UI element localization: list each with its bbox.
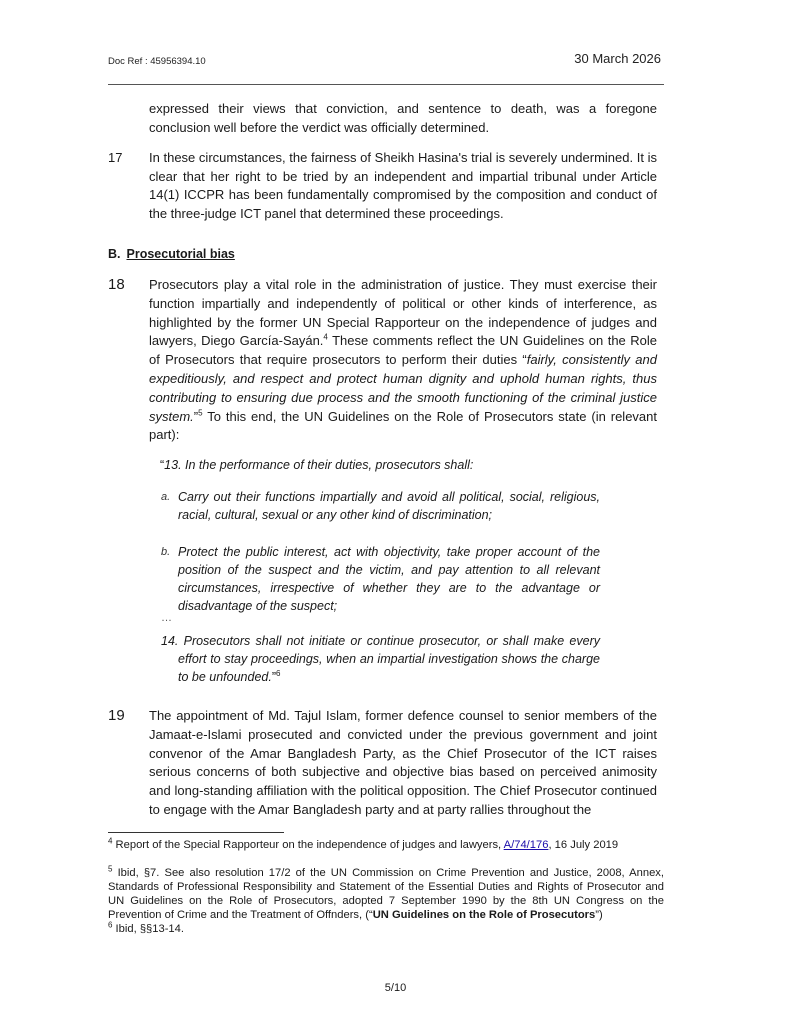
paragraph-17: In these circumstances, the fairness of Sheikh Hasina's trial is severely undermined. It is clear that her right to be tried by an independent and impartial tribunal under Article 14(1) ICCPR has been fundamentally compromised by the composition and conduct of the three-judge ICT panel that determined these proceedings. [149, 150, 657, 221]
footnote-4: $^4$ Report of the Special Rapporteur on the independence of judges and lawyers, A/74/176, 16 July 2019 [108, 836, 619, 851]
doc-reference: Doc Ref : 45956394.10 [108, 56, 206, 67]
footnote-ref-4[interactable]: 4 [323, 333, 328, 343]
paragraph-number-18: 18 [108, 276, 125, 293]
quote-item-14: 14. Prosecutors shall not initiate or continue prosecutor, or shall make every effort to stay proceedings, when an impartial investigation shows the charge to be unfounded.”$^6$ [161, 634, 600, 684]
paragraph-18: Prosecutors play a vital role in the administration of justice. They must exercise their function impartially and independently of political or other kinds of interference, as highlighted by the former UN Special Rapporteur on the independence of judges and lawyers, Diego García-Sayán.$^4$ These comments reflect the UN Guidelines on the Role of Prosecutors that require prosecutors to perform their duties “fairly, consistently and expeditiously, and respect and protect human dignity and uphold human rights, thus contributing to ensuring due process and the smooth functioning of the criminal justice system.”$^5$ To this end, the UN Guidelines on the Role of Prosecutors state (in relevant part): [149, 277, 657, 443]
section-title: Prosecutorial bias [126, 247, 235, 261]
quote-item-b-label: b. [161, 546, 171, 558]
quote-item-b: Protect the public interest, act with objectivity, take proper account of the position of the suspect and the victim, and pay attention to all relevant circumstances, irrespective of whether they are to the advantage or disadvantage of the suspect; [178, 545, 600, 613]
footnote-ref-5[interactable]: 5 [198, 408, 203, 418]
footnote-ref-6[interactable]: 6 [276, 668, 281, 678]
quote-item-a-label: a. [161, 491, 171, 503]
document-date: 30 March 2026 [574, 51, 661, 66]
continuation-paragraph: expressed their views that conviction, and sentence to death, was a foregone conclusion well before the verdict was officially determined. [149, 101, 657, 135]
paragraph-number-19: 19 [108, 707, 125, 724]
paragraph-19: The appointment of Md. Tajul Islam, former defence counsel to senior members of the Jamaat-e-Islami prosecuted and convicted under the previous government and joint convenor of the Amar Bangladesh Party, as the Chief Prosecutor of the ICT raises serious concerns of both subjective and objective bias based on perceived animosity and long-standing affiliation with the political opposition. The Chief Prosecutor continued to engage with the Amar Bangladesh party and at party rallies throughout the [149, 708, 657, 817]
footnote-divider [108, 832, 284, 833]
quoted-guideline: fairly, consistently and expeditiously, and respect and protect human dignity and uphold human rights, thus contributing to ensuring due process and the smooth functioning of the criminal justice system. [149, 352, 657, 424]
footnote-4-link[interactable]: A/74/176 [503, 839, 549, 851]
section-letter: B. [108, 247, 121, 261]
paragraph-number-17: 17 [108, 150, 123, 165]
quote-ellipsis: … [161, 612, 172, 624]
quote-item-a: Carry out their functions impartially and avoid all political, social, religious, racial, cultural, sexual or any other kind of discrimination; [178, 490, 600, 522]
header-divider [108, 84, 664, 85]
section-heading [108, 247, 235, 261]
page-number: 5/10 [384, 982, 407, 994]
quote-intro: “13. In the performance of their duties, prosecutors shall: [160, 458, 474, 472]
footnote-6: $^6$ Ibid, §§13-14. [108, 920, 184, 935]
footnote-5: $^5$ Ibid, §7. See also resolution 17/2 of the UN Commission on Crime Prevention and Justice, 2008, Annex, Standards of Professional Responsibility and Statement of the Essential Duties and Rights of Prosecutor and UN Guidelines on the Role of Prosecutors, adopted 7 September 1990 by the 8th UN Congress on the Prevention of Crime and the Treatment of Offnders, (“UN Guidelines on the Role of Prosecutors”) [108, 864, 664, 921]
